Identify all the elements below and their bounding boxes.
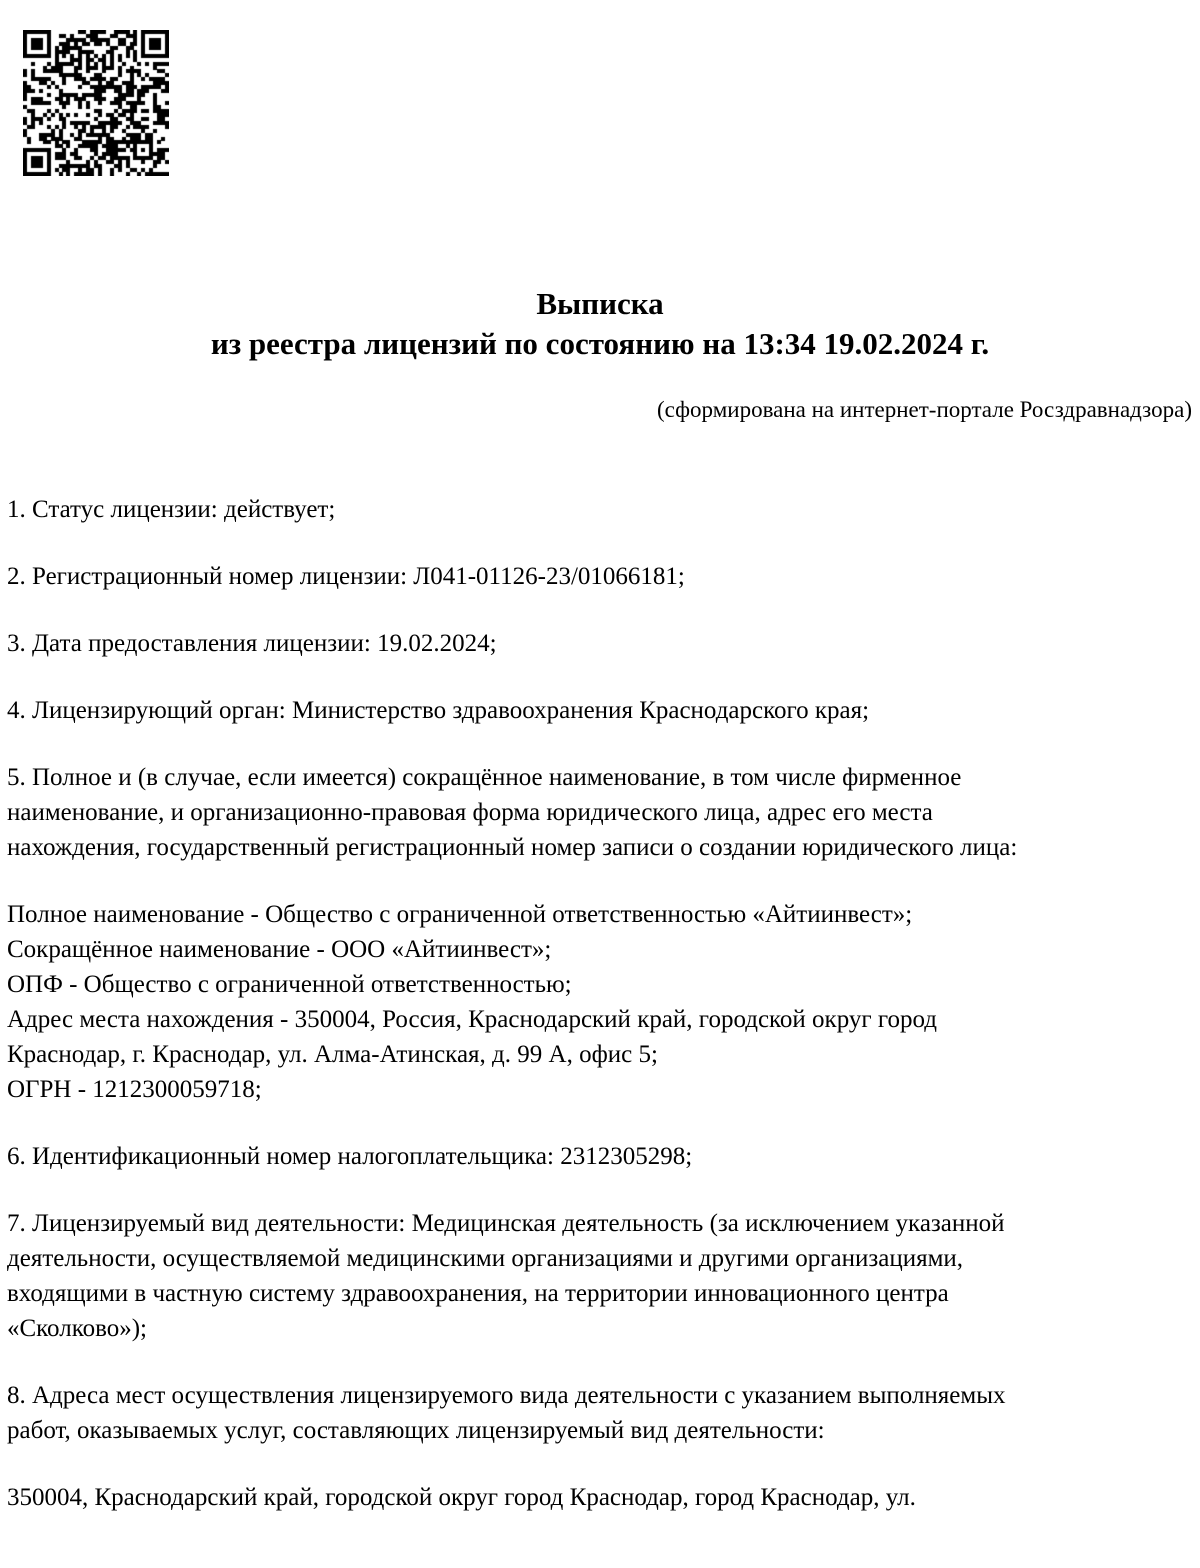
paragraph-taxpayer-number (7, 1139, 1193, 1174)
text-line: 6. Идентификационный номер налогоплательщика: 2312305298; (7, 1143, 693, 1170)
text-line: «Сколково»); (7, 1315, 147, 1342)
text-line: 7. Лицензируемый вид деятельности: Медицинская деятельность (за исключением указанной (7, 1210, 1005, 1237)
text-line: Сокращённое наименование - ООО «Айтиинвест»; (7, 936, 552, 963)
qr-code-icon (23, 30, 169, 176)
text-line: 5. Полное и (в случае, если имеется) сокращённое наименование, в том числе фирменное (7, 764, 962, 791)
text-line: наименование, и организационно-правовая форма юридического лица, адрес его места (7, 799, 933, 826)
paragraph-licensed-activity (7, 1206, 1193, 1346)
text-line: работ, оказываемых услуг, составляющих лицензируемый вид деятельности: (7, 1417, 825, 1444)
paragraph-licensing-authority (7, 693, 1193, 728)
text-line: Полное наименование - Общество с ограниченной ответственностью «Айтиинвест»; (7, 901, 913, 928)
text-line: входящими в частную систему здравоохранения, на территории инновационного центра (7, 1280, 949, 1307)
text-line: нахождения, государственный регистрационный номер записи о создании юридического лица: (7, 834, 1018, 861)
title-line-2: из реестра лицензий по состоянию на 13:34 19.02.2024 г. (210, 326, 990, 361)
paragraph-activity-address (7, 1480, 1193, 1515)
paragraph-entity-naming-intro (7, 760, 1193, 865)
paragraph-activity-addresses-intro (7, 1378, 1193, 1448)
document-title (0, 284, 1200, 364)
document-body (7, 492, 1193, 1547)
document-subtitle: (сформирована на интернет-портале Росздравнадзора) (657, 397, 1192, 422)
text-line: ОГРН - 1212300059718; (7, 1076, 262, 1103)
paragraph-entity-details (7, 897, 1193, 1107)
paragraph-license-status (7, 492, 1193, 527)
text-line: 3. Дата предоставления лицензии: 19.02.2024; (7, 630, 497, 657)
text-line: Адрес места нахождения - 350004, Россия, Краснодарский край, городской округ город (7, 1006, 937, 1033)
text-line: 4. Лицензирующий орган: Министерство здравоохранения Краснодарского края; (7, 697, 870, 724)
text-line: деятельности, осуществляемой медицинскими организациями и другими организациями, (7, 1245, 964, 1272)
paragraph-registration-number (7, 559, 1193, 594)
paragraph-license-grant-date (7, 626, 1193, 661)
text-line: ОПФ - Общество с ограниченной ответственностью; (7, 971, 572, 998)
title-line-1: Выписка (536, 286, 664, 321)
text-line: 8. Адреса мест осуществления лицензируемого вида деятельности с указанием выполняемых (7, 1382, 1006, 1409)
text-line: 350004, Краснодарский край, городской округ город Краснодар, город Краснодар, ул. (7, 1484, 916, 1511)
text-line: 1. Статус лицензии: действует; (7, 496, 336, 523)
text-line: 2. Регистрационный номер лицензии: Л041-01126-23/01066181; (7, 563, 685, 590)
text-line: Краснодар, г. Краснодар, ул. Алма-Атинская, д. 99 А, офис 5; (7, 1041, 658, 1068)
